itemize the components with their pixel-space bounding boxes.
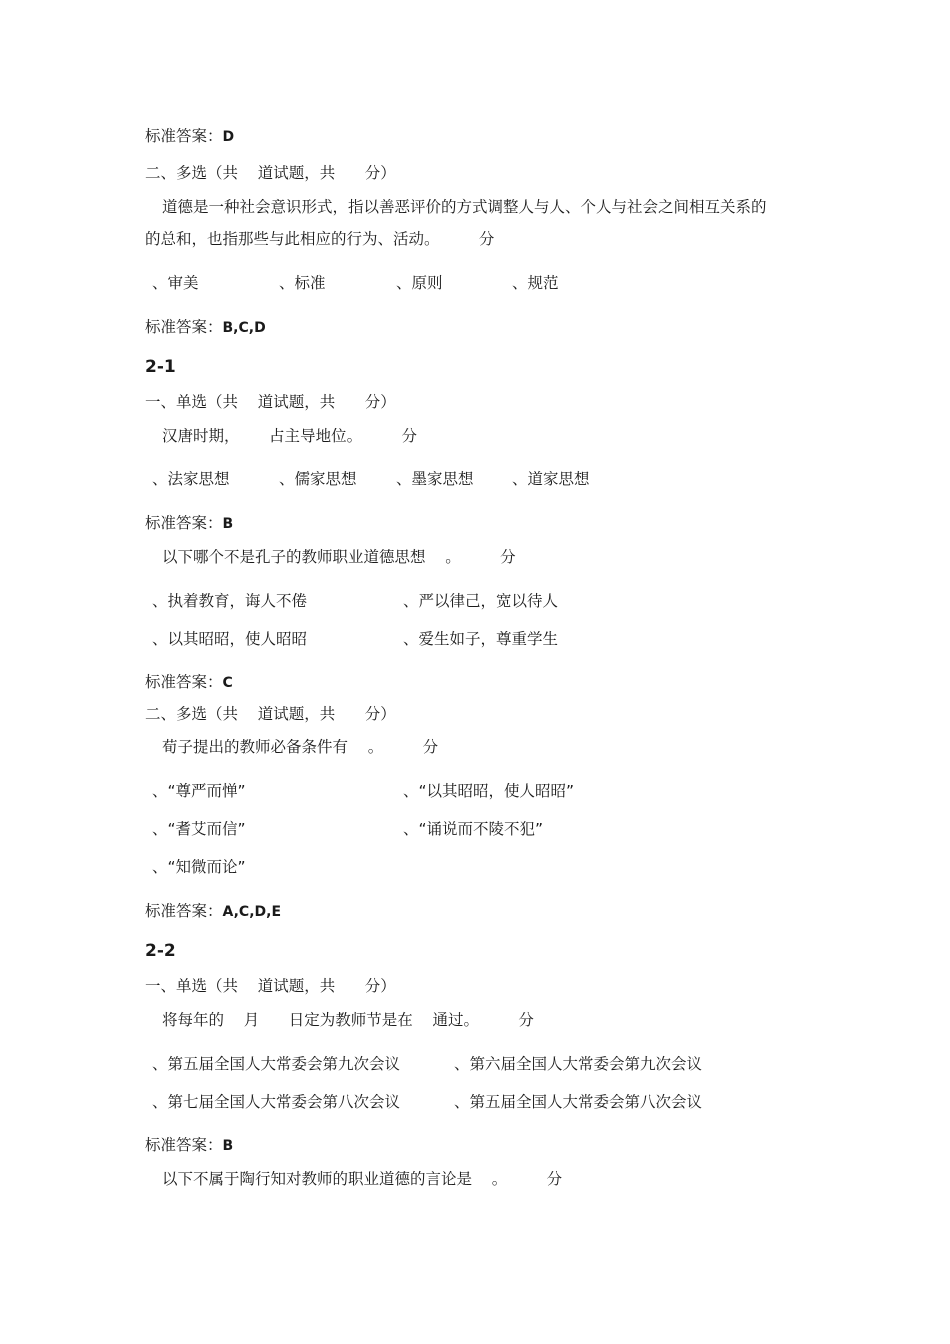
- option-c: 、第七届全国人大常委会第八次会议: [152, 1093, 401, 1111]
- section-heading-multi: 二、多选（共 道试题，共 分）: [145, 164, 396, 182]
- option-b: 、严以律己，宽以待人: [403, 592, 559, 610]
- answer-line: [145, 513, 233, 534]
- answer-line: [145, 672, 233, 693]
- option-c: 、以其昭昭，使人昭昭: [152, 630, 308, 648]
- question-stem: 荀子提出的教师必备条件有 。 分: [162, 738, 439, 756]
- answer-label: 标准答案：: [145, 673, 223, 691]
- option-d: 、第五届全国人大常委会第八次会议: [454, 1093, 703, 1111]
- question-stem: 将每年的 月 日定为教师节是在 通过。 分: [162, 1011, 534, 1029]
- section-heading-single: 一、单选（共 道试题，共 分）: [145, 393, 396, 411]
- option-b: 、“以其昭昭，使人昭昭”: [403, 782, 575, 800]
- option-b: 、标准: [279, 274, 326, 292]
- option-d: 、道家思想: [512, 470, 590, 488]
- option-d: 、规范: [512, 274, 559, 292]
- option-c: 、墨家思想: [396, 470, 474, 488]
- question-stem: 以下不属于陶行知对教师的职业道德的言论是 。 分: [162, 1170, 563, 1188]
- answer-value: D: [222, 129, 235, 145]
- option-d: 、“诵说而不陵不犯”: [403, 820, 544, 838]
- answer-value: B: [222, 1138, 234, 1154]
- answer-value: C: [222, 675, 233, 691]
- question-stem: 汉唐时期， 占主导地位。 分: [162, 427, 417, 445]
- answer-line: [145, 126, 234, 147]
- answer-value: B: [222, 516, 234, 532]
- option-a: 、审美: [152, 274, 199, 292]
- question-stem-line1: 道德是一种社会意识形式，指以善恶评价的方式调整人与人、个人与社会之间相互关系的: [162, 198, 767, 216]
- answer-label: 标准答案：: [145, 514, 223, 532]
- answer-value: A,C,D,E: [222, 904, 282, 920]
- answer-label: 标准答案：: [145, 127, 223, 145]
- question-stem: 以下哪个不是孔子的教师职业道德思想 。 分: [162, 548, 516, 566]
- option-c: 、“耆艾而信”: [152, 820, 246, 838]
- option-a: 、第五届全国人大常委会第九次会议: [152, 1055, 401, 1073]
- chapter-heading: 2-1: [145, 357, 176, 377]
- answer-label: 标准答案：: [145, 1136, 223, 1154]
- question-stem-line2: 的总和，也指那些与此相应的行为、活动。 分: [145, 230, 495, 248]
- answer-line: [145, 901, 281, 922]
- answer-line: [145, 1135, 233, 1156]
- answer-value: B,C,D: [222, 320, 266, 336]
- option-b: 、儒家思想: [279, 470, 357, 488]
- answer-label: 标准答案：: [145, 318, 223, 336]
- section-heading-single: 一、单选（共 道试题，共 分）: [145, 977, 396, 995]
- option-a: 、法家思想: [152, 470, 230, 488]
- chapter-heading: 2-2: [145, 941, 176, 961]
- option-e: 、“知微而论”: [152, 858, 246, 876]
- section-heading-multi: 二、多选（共 道试题，共 分）: [145, 705, 396, 723]
- option-d: 、爱生如子，尊重学生: [403, 630, 559, 648]
- answer-line: [145, 317, 266, 338]
- option-a: 、执着教育，诲人不倦: [152, 592, 308, 610]
- option-b: 、第六届全国人大常委会第九次会议: [454, 1055, 703, 1073]
- answer-label: 标准答案：: [145, 902, 223, 920]
- option-c: 、原则: [396, 274, 443, 292]
- option-a: 、“尊严而惮”: [152, 782, 246, 800]
